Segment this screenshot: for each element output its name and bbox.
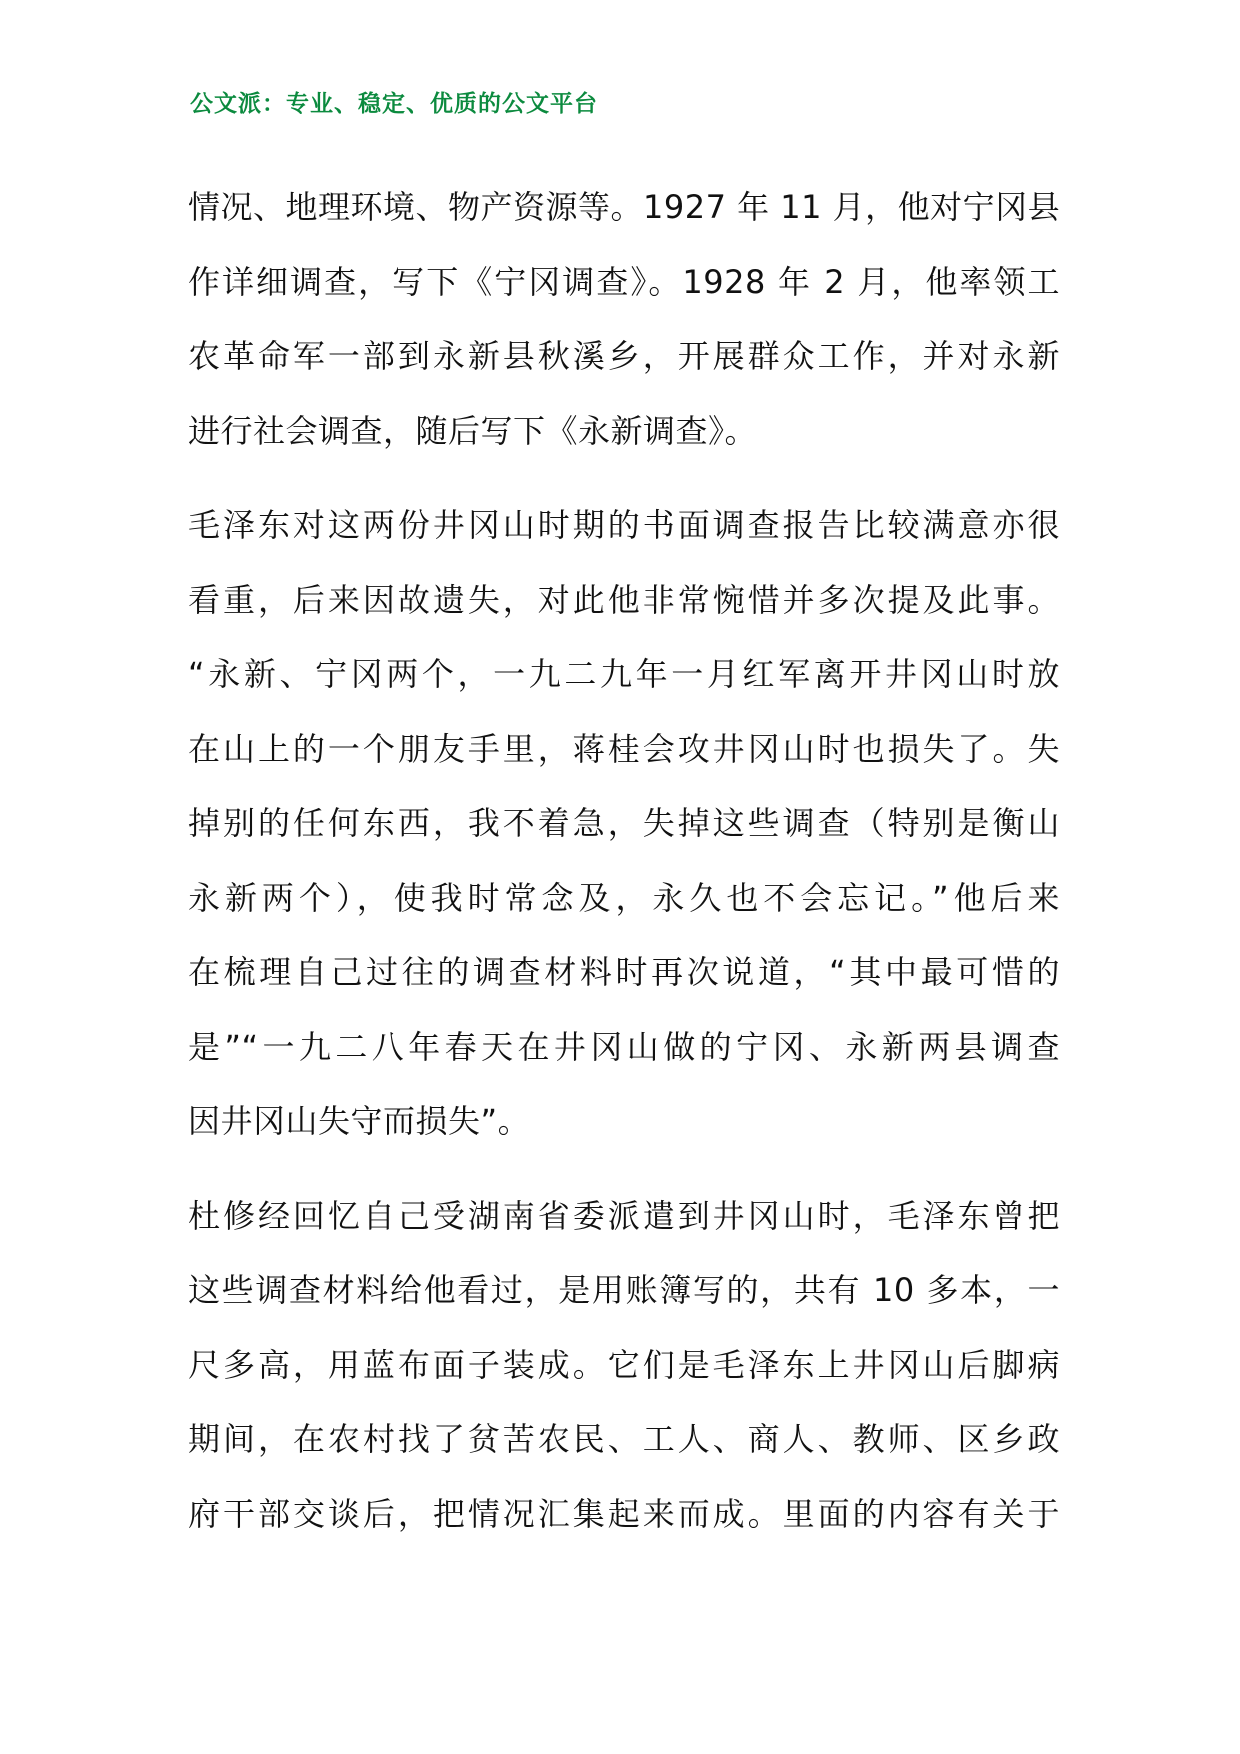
text-line: 永新两个），使我时常念及，永久也不会忘记。”他后来 <box>188 878 1060 917</box>
text-line: 情况、地理环境、物产资源等。1927 年 11 月，他对宁冈县 <box>188 188 1061 226</box>
text-line: “永新、宁冈两个，一九二九年一月红军离开井冈山时放 <box>188 655 1060 693</box>
paragraph-1 <box>188 170 1060 468</box>
paragraph-3 <box>188 1179 1060 1552</box>
body-text <box>188 170 1060 1571</box>
text-line: 在山上的一个朋友手里，蒋桂会攻井冈山时也损失了。失 <box>188 729 1060 768</box>
text-line: 杜修经回忆自己受湖南省委派遣到井冈山时，毛泽东曾把 <box>188 1196 1060 1235</box>
text-line: 因井冈山失守而损失”。 <box>188 1102 531 1140</box>
text-line: 这些调查材料给他看过，是用账簿写的，共有 10 多本，一 <box>188 1271 1060 1309</box>
page-header: 公文派：专业、稳定、优质的公文平台 <box>190 90 598 117</box>
text-line: 在梳理自己过往的调查材料时再次说道，“其中最可惜的 <box>188 953 1060 991</box>
paragraph-2 <box>188 488 1060 1159</box>
text-line: 毛泽东对这两份井冈山时期的书面调查报告比较满意亦很 <box>188 506 1060 544</box>
text-line: 看重，后来因故遗失，对此他非常惋惜并多次提及此事。 <box>188 580 1060 619</box>
text-line: 府干部交谈后，把情况汇集起来而成。里面的内容有关于 <box>188 1494 1060 1533</box>
text-line: 是”“一九二八年春天在井冈山做的宁冈、永新两县调查 <box>188 1027 1060 1066</box>
text-line: 期间，在农村找了贫苦农民、工人、商人、教师、区乡政 <box>188 1420 1060 1458</box>
text-line: 农革命军一部到永新县秋溪乡，开展群众工作，并对永新 <box>188 337 1060 375</box>
text-line: 掉别的任何东西，我不着急，失掉这些调查（特别是衡山 <box>188 804 1060 842</box>
text-line: 作详细调查，写下《宁冈调查》。1928 年 2 月，他率领工 <box>188 262 1060 301</box>
text-line: 尺多高，用蓝布面子装成。它们是毛泽东上井冈山后脚病 <box>188 1345 1060 1384</box>
text-line: 进行社会调查，随后写下《永新调查》。 <box>188 411 758 450</box>
